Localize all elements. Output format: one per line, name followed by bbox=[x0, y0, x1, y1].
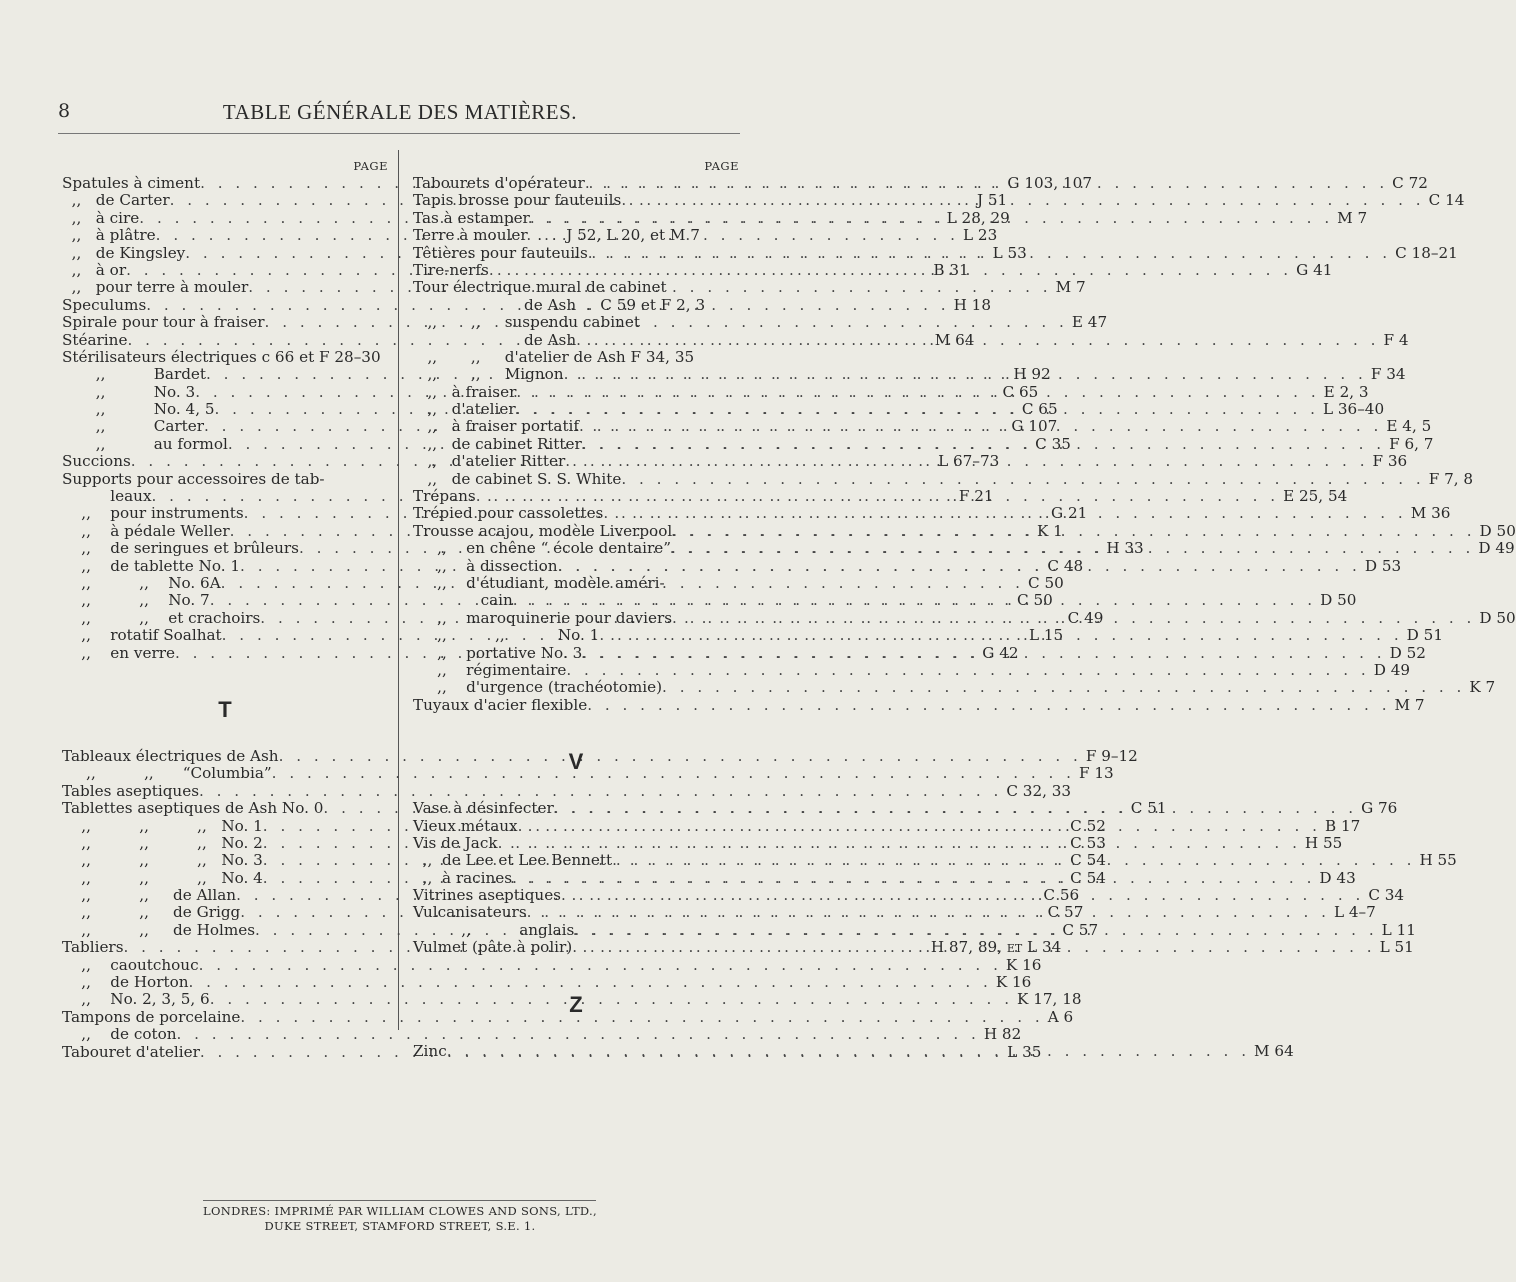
entry-term: ,, d'atelier bbox=[413, 400, 516, 419]
entry-term: ,, portative No. 3 bbox=[413, 643, 583, 662]
dot-leader bbox=[621, 471, 1424, 488]
entry-page-ref: C 65 bbox=[1021, 400, 1058, 419]
entry-term: Vulmet (pâte à polir) bbox=[413, 938, 573, 957]
dot-leader bbox=[558, 558, 1361, 575]
entry-page-ref: C 14 bbox=[1428, 191, 1465, 210]
dot-leader bbox=[672, 610, 1475, 627]
entry-page-ref bbox=[384, 349, 388, 366]
entry-term: ,, de Horton bbox=[62, 973, 189, 992]
footer-rule bbox=[203, 1200, 596, 1201]
entry-term: ,, régimentaire bbox=[413, 660, 567, 679]
dot-leader bbox=[640, 314, 735, 331]
index-entry bbox=[62, 955, 1042, 974]
entry-term: ,, à pédale Weller bbox=[62, 521, 230, 540]
dot-leader bbox=[585, 175, 1388, 192]
index-entry bbox=[413, 678, 1496, 697]
entry-term: ,, caoutchouc bbox=[62, 955, 199, 974]
entry-term: ,, en verre bbox=[62, 643, 175, 662]
dot-leader bbox=[700, 227, 735, 244]
entry-term: ,, ,, No. 1 bbox=[413, 626, 600, 645]
entry-term: Tableaux électriques de Ash bbox=[62, 746, 279, 765]
entry-page-ref: L 36–40 bbox=[1322, 400, 1385, 419]
entry-page-ref: K 1 bbox=[1036, 521, 1063, 540]
entry-term: ,, ,, de Allan bbox=[62, 886, 237, 905]
dot-leader bbox=[325, 471, 384, 488]
entry-term: ,, de cabinet Ritter bbox=[413, 434, 582, 453]
entry-page-ref: M 7 bbox=[1055, 278, 1086, 297]
printer-imprint bbox=[0, 1204, 800, 1234]
dot-leader bbox=[513, 592, 1316, 609]
entry-page-ref bbox=[735, 279, 739, 296]
entry-term: ,, anglais bbox=[413, 920, 575, 939]
dot-leader bbox=[599, 627, 1402, 644]
entry-term: ,, de tablette No. 1 bbox=[62, 556, 241, 575]
index-entry bbox=[62, 471, 388, 488]
dot-leader bbox=[516, 384, 1319, 401]
entry-term: ,, ,, d'atelier de Ash F 34, 35 bbox=[413, 347, 695, 366]
index-entry bbox=[62, 349, 388, 366]
entry-term: ,, d'atelier Ritter bbox=[413, 452, 566, 471]
entry-page-ref: L 23 bbox=[963, 226, 998, 245]
dot-leader bbox=[665, 575, 735, 592]
entry-term: de Ash bbox=[413, 330, 577, 349]
dot-leader bbox=[588, 245, 1391, 262]
entry-term: ,, ,, ,, No. 1 bbox=[62, 816, 263, 835]
entry-page-ref: C 18–21 bbox=[1395, 243, 1458, 262]
entry-page-ref: M 64 bbox=[1254, 1041, 1294, 1060]
dot-leader bbox=[667, 279, 735, 296]
entry-page-ref: D 43 bbox=[1319, 868, 1356, 887]
entry-term: ,, ,, Mignon bbox=[413, 365, 564, 384]
entry-page-ref bbox=[735, 575, 739, 592]
entry-page-ref: C 50 bbox=[1028, 573, 1064, 592]
entry-page-ref: D 50 bbox=[1479, 521, 1516, 540]
entry-term: ,, à cire bbox=[62, 208, 140, 227]
entry-page-ref: F 34 bbox=[1370, 365, 1406, 384]
entry-page-ref: J 51 bbox=[976, 191, 1008, 210]
section-letter-t: T bbox=[218, 696, 232, 722]
index-entry bbox=[62, 990, 1082, 1009]
dot-leader bbox=[498, 835, 1301, 852]
dot-leader bbox=[561, 887, 1364, 904]
dot-leader bbox=[564, 366, 1367, 383]
entry-page-ref: L 35 bbox=[1007, 1042, 1042, 1061]
entry-term: ,, à plâtre bbox=[62, 226, 156, 245]
entry-page-ref: C 48 bbox=[1047, 556, 1084, 575]
entry-page-ref: C 57 bbox=[1062, 920, 1099, 939]
entry-term: ,, maroquinerie pour daviers bbox=[413, 608, 673, 627]
entry-page-ref: G 41 bbox=[1296, 260, 1333, 279]
entry-page-ref: C 52 bbox=[1070, 816, 1106, 835]
entry-term: ,, d'étudiant, modèle améri- bbox=[413, 573, 665, 592]
entry-term: Tapis brosse pour fauteuils bbox=[413, 191, 622, 210]
entry-page-ref: E 25, 54 bbox=[1283, 487, 1348, 506]
entry-page-ref: C 51 bbox=[1130, 799, 1167, 818]
index-entry bbox=[62, 1025, 1022, 1044]
entry-term: ,, ,, No. 7 bbox=[62, 591, 210, 610]
entry-page-ref: D 49 bbox=[1478, 539, 1515, 558]
entry-page-ref: L 11 bbox=[1381, 920, 1416, 939]
entry-page-ref: F 21 bbox=[958, 487, 994, 506]
entry-term: Tas à estamper bbox=[413, 208, 530, 227]
entry-page-ref: F 4 bbox=[1383, 330, 1409, 349]
entry-page-ref: E 4, 5 bbox=[1386, 417, 1432, 436]
entry-page-ref: C 72 bbox=[1392, 174, 1428, 192]
dot-leader bbox=[662, 679, 1465, 696]
entry-term: Tampons de porcelaine bbox=[62, 1007, 241, 1026]
dot-leader bbox=[612, 852, 1415, 869]
entry-page-ref: F 36 bbox=[1372, 452, 1408, 471]
entry-term: ,, ,, suspendu cabinet bbox=[413, 313, 640, 332]
dot-leader bbox=[518, 818, 1321, 835]
entry-page-ref bbox=[384, 471, 388, 488]
entry-page-ref: H 87, 89, et L 34 bbox=[930, 938, 1062, 957]
header-rule bbox=[58, 133, 740, 134]
entry-term: ,, de Carter bbox=[62, 191, 170, 210]
dot-leader bbox=[554, 800, 1357, 817]
entry-term: ,, à fraiser bbox=[413, 382, 517, 401]
entry-page-ref: K 7 bbox=[1469, 678, 1496, 697]
entry-page-ref: M 64 bbox=[934, 330, 975, 349]
entry-page-ref: C 49 bbox=[1067, 608, 1104, 627]
index-entry bbox=[413, 297, 739, 314]
entry-term: ,, No. 4, 5 bbox=[62, 400, 215, 419]
entry-page-ref: H 92 bbox=[1013, 365, 1051, 384]
dot-leader bbox=[705, 297, 735, 314]
entry-page-ref: C 53 bbox=[1070, 833, 1106, 852]
dot-leader bbox=[582, 436, 1385, 453]
index-entry bbox=[413, 349, 739, 366]
entry-page-ref: F 9–12 bbox=[1085, 746, 1138, 765]
index-entry bbox=[413, 314, 739, 331]
entry-page-ref: C 56 bbox=[1043, 886, 1080, 905]
entry-term: ,, Bardet bbox=[62, 365, 207, 384]
entry-term: Vis de Jack bbox=[413, 833, 498, 852]
dot-leader bbox=[587, 697, 1390, 714]
entry-page-ref: L 15 bbox=[1028, 626, 1064, 645]
dot-leader bbox=[574, 922, 1377, 939]
entry-term: Vase à désinfecter bbox=[413, 799, 554, 818]
entry-term: ,, ,, de Holmes bbox=[62, 920, 256, 939]
entry-term: ,, d'urgence (trachéotomie) bbox=[413, 678, 663, 697]
dot-leader bbox=[582, 645, 1385, 662]
entry-page-ref: D 51 bbox=[1406, 626, 1443, 645]
entry-term: Tabourets d'opérateur bbox=[413, 174, 585, 192]
entry-term: ,, à dissection bbox=[413, 556, 558, 575]
entry-term: Stéarine bbox=[62, 330, 128, 349]
index-entry bbox=[62, 1007, 1074, 1026]
entry-page-ref: L 4–7 bbox=[1333, 903, 1376, 922]
index-entry bbox=[62, 781, 1072, 800]
entry-term: Tuyaux d'acier flexible bbox=[413, 695, 588, 714]
dot-leader bbox=[671, 540, 1474, 557]
entry-term: leaux bbox=[62, 487, 152, 506]
entry-term: Têtières pour fauteuils bbox=[413, 243, 588, 262]
index-entry bbox=[413, 575, 739, 592]
entry-page-ref: L 67–73 bbox=[938, 452, 1000, 471]
entry-page-ref: C 65 bbox=[1002, 382, 1039, 401]
entry-page-ref: L 53 bbox=[992, 243, 1027, 262]
entry-term: ,, au formol bbox=[62, 434, 228, 453]
entry-page-ref: C 34 bbox=[1368, 886, 1405, 905]
index-entry bbox=[413, 279, 739, 296]
entry-page-ref: K 16 bbox=[995, 973, 1032, 992]
dot-leader bbox=[516, 401, 1319, 418]
entry-page-ref: L 28, 29 bbox=[946, 208, 1010, 227]
entry-term: ,, en chêne “ école dentaire” bbox=[413, 539, 671, 558]
entry-term: ,, de cabinet S. S. White bbox=[413, 469, 622, 488]
dot-leader bbox=[576, 332, 1379, 349]
entry-term: ,, de seringues et brûleurs bbox=[62, 539, 299, 558]
entry-page-ref: E 47 bbox=[1071, 313, 1108, 332]
entry-term: ,, à fraiser portatif bbox=[413, 417, 580, 436]
imprint-line-2: DUKE STREET, STAMFORD STREET, S.E. 1. bbox=[264, 1219, 536, 1233]
dot-leader bbox=[527, 904, 1330, 921]
imprint-line-1: LONDRES: IMPRIMÉ PAR WILLIAM CLOWES AND SONS, LTD., bbox=[203, 1204, 597, 1218]
entry-page-ref: D 49 bbox=[1373, 660, 1411, 679]
entry-page-ref: G 42 bbox=[982, 643, 1019, 662]
dot-leader bbox=[621, 192, 1424, 209]
entry-term: ,, ,, ,, No. 3 bbox=[62, 851, 263, 870]
entry-page-ref: F 13 bbox=[1079, 764, 1114, 783]
entry-page-ref: H 55 bbox=[1304, 833, 1343, 852]
entry-term: Stérilisateurs électriques c 66 et F 28–30 bbox=[62, 347, 381, 366]
entry-term: Tour électrique mural de cabinet bbox=[413, 278, 667, 297]
entry-page-ref: C 54 bbox=[1070, 851, 1106, 870]
index-entry bbox=[413, 660, 1411, 679]
entry-page-ref: G 107 bbox=[1011, 417, 1058, 436]
entry-page-ref: C 57 bbox=[1047, 903, 1084, 922]
entry-term: cain bbox=[413, 591, 513, 610]
entry-term: Tabliers bbox=[62, 938, 124, 957]
entry-page-ref bbox=[735, 297, 739, 314]
entry-page-ref: M 7 bbox=[1394, 695, 1425, 714]
entry-page-ref: C 35 bbox=[1035, 434, 1071, 453]
index-entry bbox=[413, 469, 1474, 488]
entry-page-ref: F 7, 8 bbox=[1428, 469, 1474, 488]
entry-page-ref: G 76 bbox=[1361, 799, 1398, 818]
entry-page-ref: H 33 bbox=[1106, 539, 1144, 558]
entry-page-ref bbox=[735, 349, 739, 366]
entry-term: Tablettes aseptiques de Ash No. 0 bbox=[62, 799, 324, 818]
entry-term: Vieux métaux bbox=[413, 816, 518, 835]
dot-leader bbox=[672, 523, 1475, 540]
entry-term: Succions bbox=[62, 452, 131, 471]
entry-page-ref: M 7 bbox=[1337, 208, 1368, 227]
entry-page-ref: D 53 bbox=[1364, 556, 1402, 575]
entry-page-ref: C 32, 33 bbox=[1006, 781, 1072, 800]
entry-term: ,, à racines bbox=[413, 868, 513, 887]
dot-leader bbox=[579, 418, 1382, 435]
index-entry bbox=[62, 746, 1138, 765]
entry-term: ,, Carter bbox=[62, 417, 205, 436]
entry-term: ,, pour terre à mouler bbox=[62, 278, 249, 297]
entry-page-ref: G 103, 107 bbox=[1007, 174, 1092, 192]
index-entry bbox=[413, 695, 1425, 714]
entry-term: Zinc bbox=[413, 1041, 447, 1060]
entry-term: Terre à mouler . . J 52, L 20, et M 7 bbox=[413, 226, 700, 245]
entry-term: Vulcanisateurs bbox=[413, 903, 527, 922]
entry-term: ,, de coton bbox=[62, 1025, 177, 1044]
page-number: 8 bbox=[58, 100, 71, 122]
section-letter-v: V bbox=[568, 749, 584, 775]
entry-page-ref: D 50 bbox=[1479, 608, 1516, 627]
entry-term: Tabouret d'atelier bbox=[62, 1042, 200, 1061]
index-entry bbox=[413, 227, 739, 244]
dot-leader bbox=[447, 1043, 1250, 1060]
entry-term: Tables aseptiques bbox=[62, 781, 199, 800]
entry-term: ,, pour instruments bbox=[62, 504, 244, 523]
entry-term: Supports pour accessoires de tab- bbox=[62, 469, 325, 488]
entry-term: Vitrines aseptiques bbox=[413, 886, 561, 905]
entry-term: Tire-nerfs bbox=[413, 260, 489, 279]
entry-page-ref bbox=[735, 314, 739, 331]
entry-term: ,, ,, ,, No. 2 bbox=[62, 833, 263, 852]
entry-page-ref: G 21 bbox=[1051, 504, 1088, 523]
entry-term: Trousse acajou, modèle Liverpool bbox=[413, 521, 673, 540]
entry-term: ,, de Lee et Lee Bennett bbox=[413, 851, 613, 870]
entry-page-ref: H 18 bbox=[953, 295, 991, 314]
entry-term: ,, No. 2, 3, 5, 6 bbox=[62, 990, 210, 1009]
dot-leader bbox=[694, 349, 735, 366]
page-label: PAGE bbox=[704, 159, 739, 173]
entry-term: de Ash . C 59 et F 2, 3 bbox=[413, 295, 706, 314]
entry-term: ,, ,, No. 6A bbox=[62, 573, 221, 592]
dot-leader bbox=[603, 505, 1406, 522]
entry-page-ref: B 17 bbox=[1324, 816, 1361, 835]
index-entry bbox=[62, 764, 1114, 783]
entry-term: Trépied pour cassolettes bbox=[413, 504, 604, 523]
page-label: PAGE bbox=[353, 159, 388, 173]
entry-term: ,, rotatif Soalhat bbox=[62, 626, 222, 645]
entry-term: Trépans bbox=[413, 487, 476, 506]
entry-page-ref: D 52 bbox=[1389, 643, 1426, 662]
entry-term: ,, ,, ,, No. 4 bbox=[62, 868, 263, 887]
dot-leader bbox=[572, 939, 1375, 956]
entry-page-ref: H 55 bbox=[1419, 851, 1457, 870]
entry-term: Spatules à ciment bbox=[62, 174, 201, 192]
entry-page-ref: K 16 bbox=[1005, 955, 1042, 974]
entry-term: ,, No. 3 bbox=[62, 382, 196, 401]
entry-page-ref: C 50 bbox=[1017, 591, 1053, 610]
entry-term: Spirale pour tour à fraiser bbox=[62, 313, 265, 332]
entry-term: ,, de Kingsley bbox=[62, 243, 186, 262]
entry-page-ref: M 36 bbox=[1410, 504, 1451, 523]
entry-page-ref: H 82 bbox=[983, 1025, 1022, 1044]
entry-page-ref bbox=[735, 227, 739, 244]
entry-term: ,, ,, et crachoirs bbox=[62, 608, 261, 627]
entry-page-ref: F 6, 7 bbox=[1389, 434, 1434, 453]
entry-page-ref: A 6 bbox=[1047, 1007, 1074, 1026]
entry-term: Speculums bbox=[62, 295, 147, 314]
entry-term: ,, ,, de Grigg bbox=[62, 903, 241, 922]
dot-leader bbox=[565, 453, 1368, 470]
section-letter-z: Z bbox=[569, 991, 583, 1017]
dot-leader bbox=[530, 210, 1333, 227]
index-entry bbox=[62, 973, 1032, 992]
dot-leader bbox=[476, 488, 1279, 505]
entry-page-ref: E 2, 3 bbox=[1323, 382, 1369, 401]
dot-leader bbox=[512, 870, 1315, 887]
entry-term: ,, à or bbox=[62, 260, 127, 279]
dot-leader bbox=[489, 262, 1292, 279]
entry-page-ref: C 54 bbox=[1070, 868, 1106, 887]
entry-page-ref: K 17, 18 bbox=[1017, 990, 1082, 1009]
entry-page-ref: B 31 bbox=[933, 260, 969, 279]
entry-page-ref: D 50 bbox=[1320, 591, 1357, 610]
entry-term: ,, ,, “Columbia” bbox=[62, 764, 272, 783]
entry-page-ref: L 51 bbox=[1379, 938, 1414, 957]
running-title: TABLE GÉNÉRALE DES MATIÈRES. bbox=[222, 100, 578, 124]
dot-leader bbox=[566, 662, 1369, 679]
